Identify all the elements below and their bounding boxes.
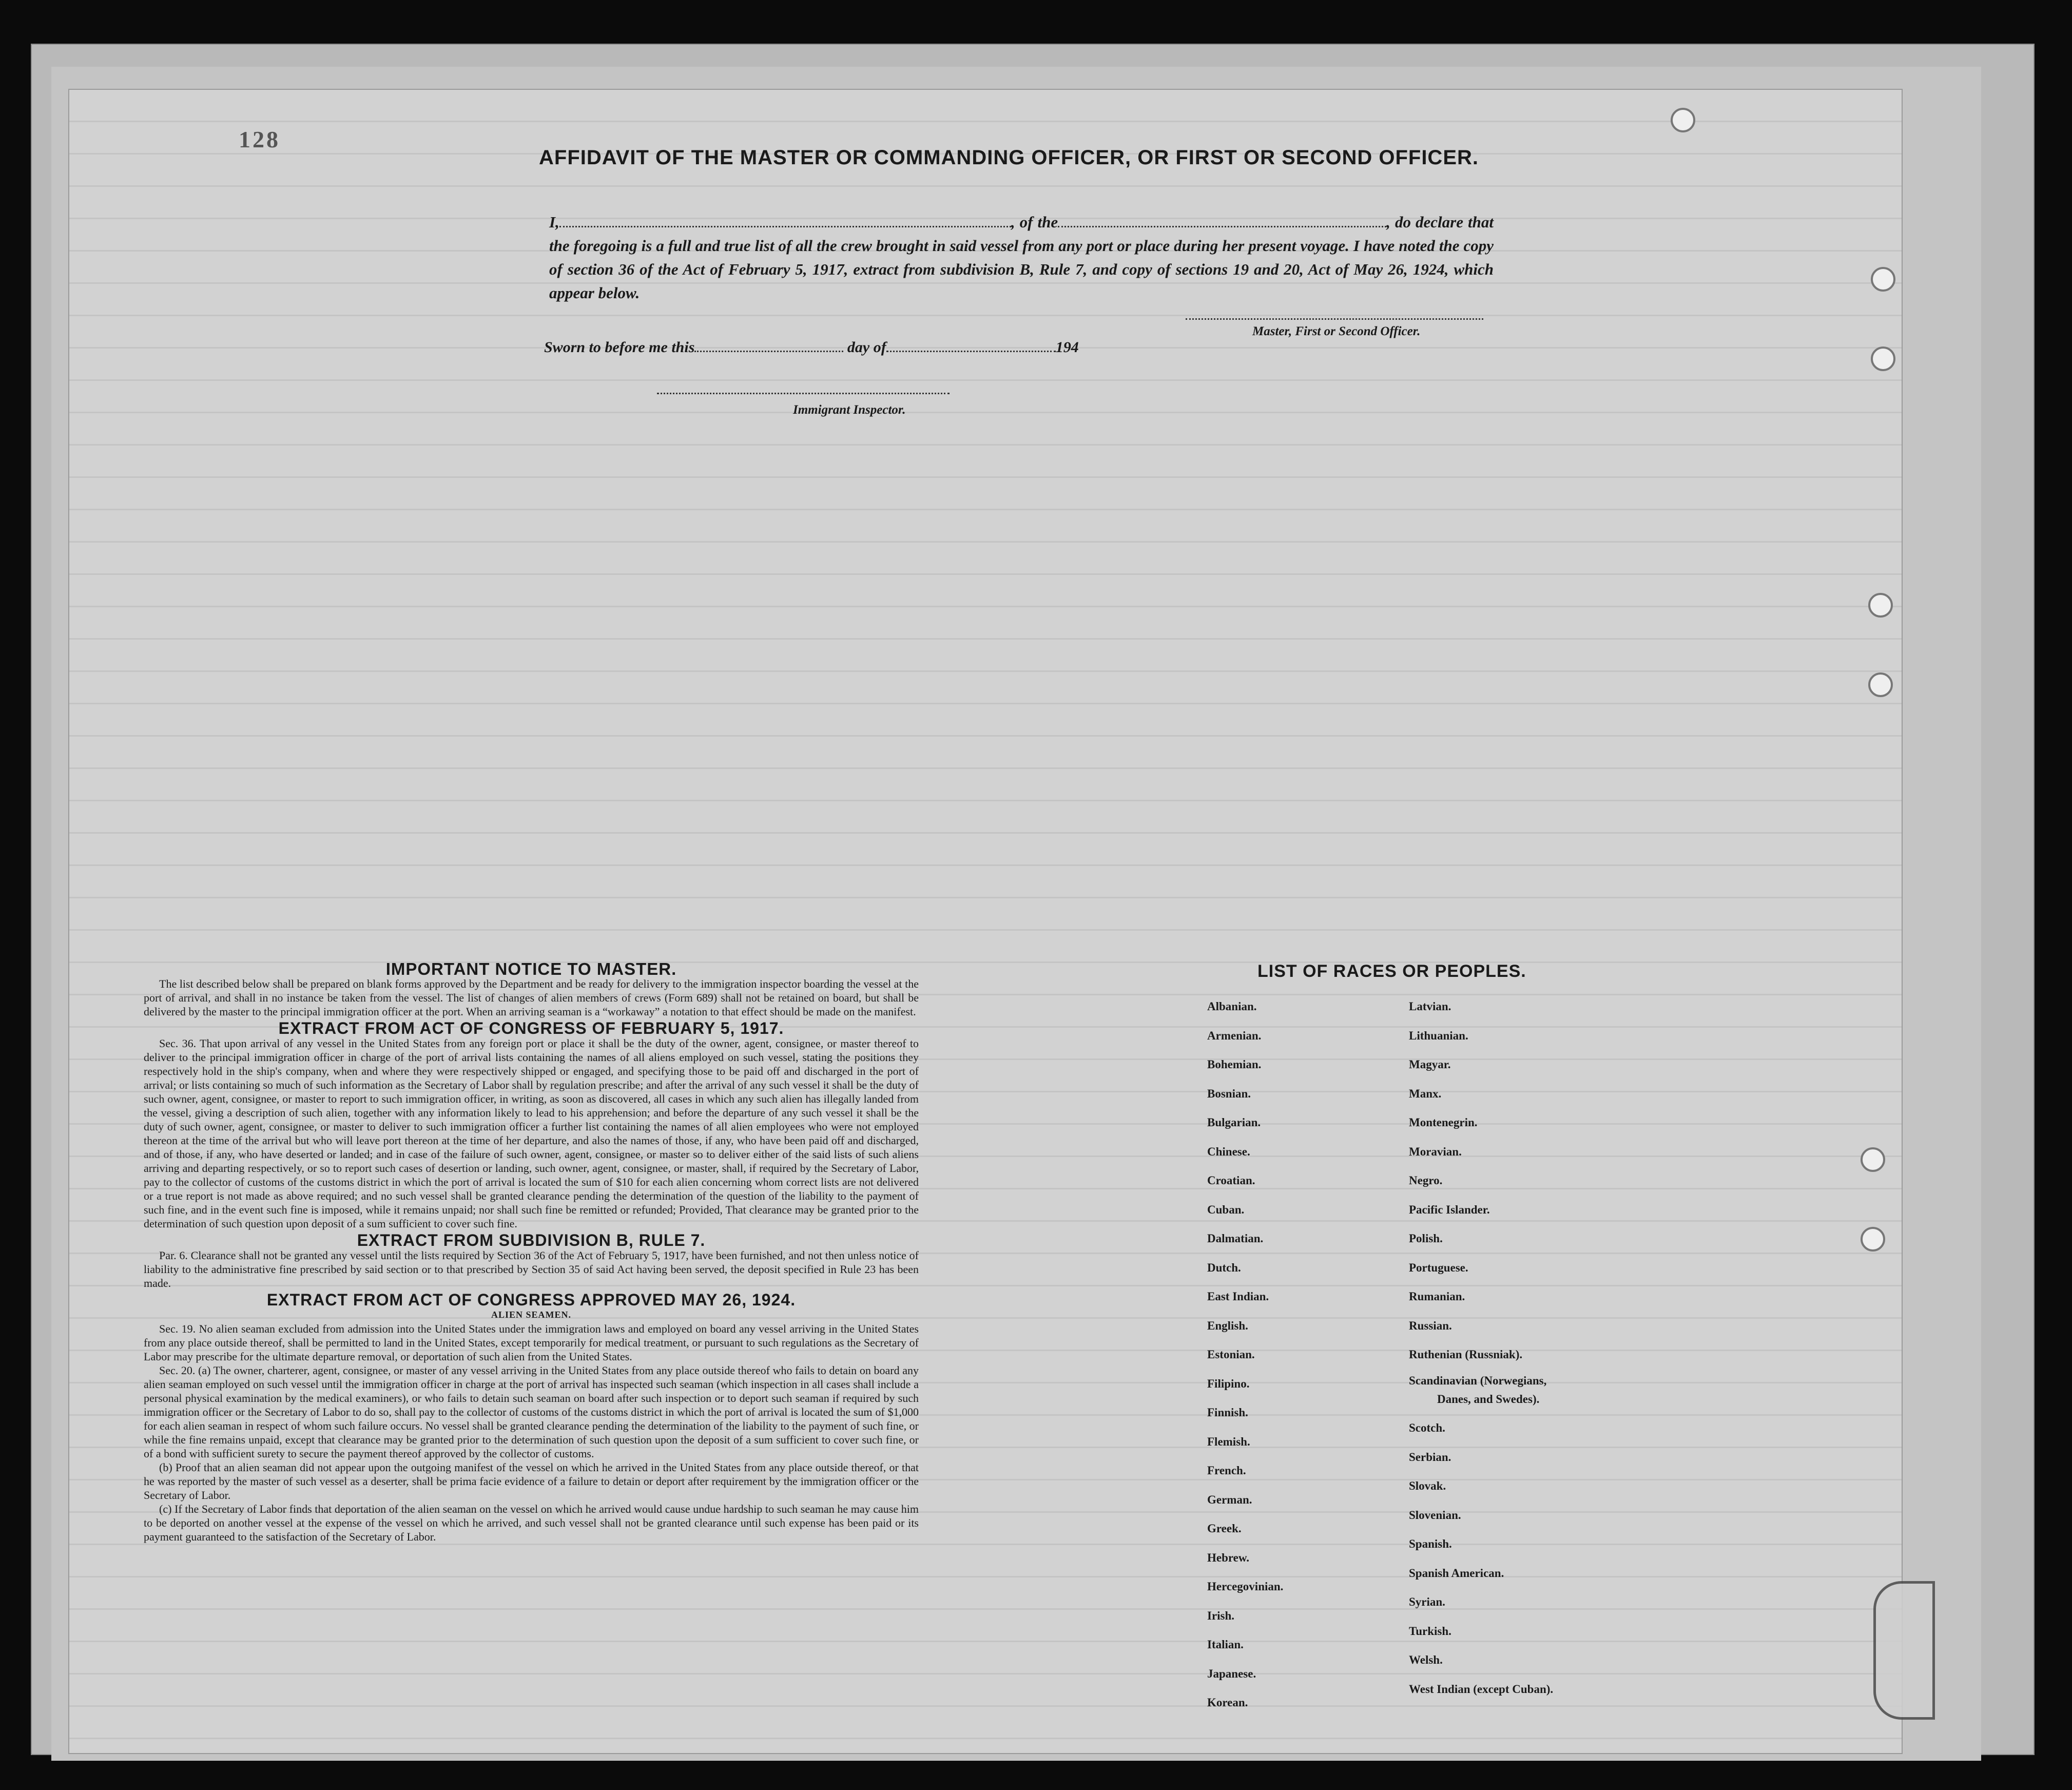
punch-hole bbox=[1868, 672, 1893, 697]
race-item: Danes, and Swedes). bbox=[1437, 1392, 1540, 1406]
race-item: Dutch. bbox=[1207, 1261, 1241, 1274]
affidavit-body bbox=[549, 210, 1494, 305]
race-item: Welsh. bbox=[1409, 1653, 1443, 1666]
day-of-text: day of bbox=[847, 339, 886, 356]
race-item: Russian. bbox=[1409, 1319, 1452, 1332]
race-item: Polish. bbox=[1409, 1232, 1443, 1245]
section-20a-text: Sec. 20. (a) The owner, charterer, agent, consignee, or master of any vessel arriving in the United States from any place outside thereof who fails to detain on board any alien seaman employed on such vessel until the immigration officer in charge at the port of arrival has inspected such seaman (which inspection in all cases shall include a personal physical examination by the medical examiners), or who fails to detain such seaman on board after such inspection or to deport such seaman if required by such immigration officer or the Secretary of Labor to do so, shall pay to the collector of customs of the customs district in which the port of arrival is located the sum of $1,000 for each alien seaman in respect of whom such failure occurs. No vessel shall be granted clearance pending the determination of the liability to the payment of such fine, or while the fine remains unpaid, except that clearance may be granted prior to the determination of such question upon the deposit of a sum sufficient to cover such fine, or of a bond with sufficient surety to secure the payment thereof approved by the collector of customs. bbox=[144, 1364, 919, 1460]
race-item: Filipino. bbox=[1207, 1377, 1250, 1390]
race-item: Croatian. bbox=[1207, 1174, 1255, 1187]
race-item: Greek. bbox=[1207, 1522, 1242, 1535]
race-item: Korean. bbox=[1207, 1696, 1248, 1709]
race-item: Flemish. bbox=[1207, 1435, 1250, 1448]
master-signature-label: Master, First or Second Officer. bbox=[1252, 324, 1421, 338]
race-item: Portuguese. bbox=[1409, 1261, 1468, 1274]
race-item: Magyar. bbox=[1409, 1058, 1451, 1071]
punch-hole bbox=[1871, 347, 1895, 371]
race-item: Turkish. bbox=[1409, 1624, 1451, 1638]
race-item: Pacific Islander. bbox=[1409, 1203, 1490, 1216]
notice-intro: The list described below shall be prepared on blank forms approved by the Department and be ready for delivery to the immigration inspector boarding the vessel at the port of arrival, and shall in no instance be taken from the vessel. The list of changes of alien members of crews (Form 689) shall not be retained on board, but shall be delivered by the master to the principal immigration officer at the port. When an arriving seaman is a “workaway” a notation to that effect should be made on the manifest. bbox=[144, 977, 919, 1018]
race-item: Bulgarian. bbox=[1207, 1116, 1261, 1129]
race-item: Estonian. bbox=[1207, 1348, 1255, 1361]
punch-hole bbox=[1861, 1147, 1885, 1172]
race-item: East Indian. bbox=[1207, 1290, 1269, 1303]
race-item: Scandinavian (Norwegians, bbox=[1409, 1374, 1547, 1387]
races-title: LIST OF RACES OR PEOPLES. bbox=[1257, 961, 1526, 981]
extract-rule7-title: EXTRACT FROM SUBDIVISION B, RULE 7. bbox=[357, 1231, 706, 1249]
race-item: Hebrew. bbox=[1207, 1551, 1249, 1564]
important-notice bbox=[144, 960, 919, 1544]
extract-1924-title: EXTRACT FROM ACT OF CONGRESS APPROVED MAY 26, 1924. bbox=[266, 1291, 796, 1309]
race-item: French. bbox=[1207, 1464, 1246, 1477]
vessel-blank[interactable] bbox=[1058, 215, 1386, 227]
section-36-text: Sec. 36. That upon arrival of any vessel in the United States from any foreign port or place it shall be the duty of the owner, agent, consignee, or master thereof to deliver to the principal immigration officer in charge of the port of arrival lists containing the names of all aliens employed on such vessel, stating the positions they respectively hold in the ship's company, when and where they were respectively shipped or engaged, and specifying those to be paid off and discharged in the port of arrival; or lists containing so much of such information as the Secretary of Labor shall by regulation prescribe; and after the arrival of any such vessel it shall be the duty of such owner, agent, consignee, or master to report to such immigration officer, in writing, as soon as discovered, all cases in which any such alien has illegally landed from the vessel, giving a description of such alien, together with any information likely to lead to his apprehension; and before the departure of any such vessel it shall be the duty of such owner, agent, consignee, or master to deliver to such immigration officer a further list containing the names of all alien employees who were not employed thereon at the time of the arrival but who will leave port thereon at the time of her departure, and also the names of those, if any, who have been paid off and discharged, and of those, if any, who have deserted or landed; and in case of the failure of such owner, agent, consignee, or master so to deliver either of the said lists of such aliens arriving and departing respectively, or so to report such cases of desertion or landing, such owner, agent, consignee, or master, shall, if required by the Secretary of Labor, pay to the collector of customs of the customs district in which the port of arrival is located the sum of $10 for each alien concerning whom correct lists are not delivered or a true report is not made as above required; and no such vessel shall be granted clearance pending the determination of the question of the liability to the payment of such fine, and in the event such fine is imposed, while it remains unpaid; nor shall such fine be remitted or refunded; Provided, That clearance may be granted prior to the determination of such question upon deposit of a sum sufficient to cover such fine. bbox=[144, 1037, 919, 1230]
affidavit-title: AFFIDAVIT OF THE MASTER OR COMMANDING OFFICER, OR FIRST OR SECOND OFFICER. bbox=[539, 146, 1479, 169]
race-item: Spanish American. bbox=[1409, 1566, 1504, 1580]
race-item: Negro. bbox=[1409, 1174, 1443, 1187]
paragraph-6-text: Par. 6. Clearance shall not be granted any vessel until the lists required by Section 36 of the Act of February 5, 1917, have been furnished, and not then unless notice of liability to the administrative fine prescribed by said section or to that prescribed by Section 35 of said Act having been served, the deposit specified in Rule 23 has been made. bbox=[144, 1249, 919, 1289]
race-item: Manx. bbox=[1409, 1087, 1442, 1100]
sworn-day-blank[interactable] bbox=[694, 339, 843, 352]
affidavit-i: I, bbox=[549, 213, 559, 231]
race-item: Italian. bbox=[1207, 1638, 1244, 1651]
section-19-text: Sec. 19. No alien seaman excluded from admission into the United States under the immigration laws and employed on board any vessel arriving in the United States from any place outside thereof, shall be permitted to land in the United States, except temporarily for medical treatment, or pursuant to such regulations as the Secretary of Labor may prescribe for the ultimate departure removal, or deportation of such alien from the United States. bbox=[144, 1322, 919, 1363]
punch-hole bbox=[1671, 108, 1695, 132]
race-item: Chinese. bbox=[1207, 1145, 1250, 1158]
inspector-signature-label: Immigrant Inspector. bbox=[793, 403, 906, 417]
sworn-line bbox=[544, 339, 1079, 356]
race-item: Montenegrin. bbox=[1409, 1116, 1478, 1129]
affidavit-of-the: , of the bbox=[1011, 213, 1058, 231]
affidavit-declaration: that the foregoing is a full and true list of all the crew brought in said vessel from any port or place during her present voyage. I have noted the copy of section 36 of the Act of February 5, 1917, extract from subdivision B, Rule 7, and copy of sections 19 and 20, Act of May 26, 1924, which appear below. bbox=[549, 213, 1494, 302]
page-number: 128 bbox=[239, 126, 280, 152]
sworn-year: 194 bbox=[1055, 339, 1079, 356]
race-item: Japanese. bbox=[1207, 1667, 1256, 1680]
section-20b-text: (b) Proof that an alien seaman did not appear upon the outgoing manifest of the vessel on which he arrived in the United States from any place outside thereof, or that he was reported by the master of such vessel as a deserter, shall be prima facie evidence of a failure to detain or deport after requirement by the immigration officer or the Secretary of Labor. bbox=[144, 1461, 919, 1502]
race-item: Serbian. bbox=[1409, 1450, 1451, 1464]
race-item: German. bbox=[1207, 1493, 1252, 1506]
race-item: Cuban. bbox=[1207, 1203, 1245, 1216]
extract-1917-title: EXTRACT FROM ACT OF CONGRESS OF FEBRUARY 5, 1917. bbox=[278, 1019, 784, 1037]
race-item: West Indian (except Cuban). bbox=[1409, 1682, 1554, 1696]
punch-hole bbox=[1868, 593, 1893, 618]
race-item: English. bbox=[1207, 1319, 1248, 1332]
section-20c-text: (c) If the Secretary of Labor finds that deportation of the alien seaman on the vessel on which he arrived would cause undue hardship to such seaman he may cause him to be deported on another vessel at the expense of the vessel on which he arrived, and such vessel shall not be granted clearance until such expense has been paid or its payment guaranteed to the satisfaction of the Secretary of Labor. bbox=[144, 1503, 919, 1543]
race-item: Syrian. bbox=[1409, 1595, 1445, 1608]
race-item: Armenian. bbox=[1207, 1029, 1262, 1042]
race-item: Hercegovinian. bbox=[1207, 1580, 1284, 1593]
race-item: Latvian. bbox=[1409, 1000, 1451, 1013]
sworn-month-blank[interactable] bbox=[886, 339, 1056, 352]
inspector-signature-line[interactable] bbox=[657, 393, 950, 394]
race-item: Ruthenian (Russniak). bbox=[1409, 1348, 1523, 1361]
race-item: Dalmatian. bbox=[1207, 1232, 1264, 1245]
alien-seamen-heading: ALIEN SEAMEN. bbox=[491, 1310, 572, 1320]
punch-hole bbox=[1861, 1227, 1885, 1252]
race-item: Slovenian. bbox=[1409, 1508, 1461, 1522]
name-blank[interactable] bbox=[559, 215, 1011, 227]
race-item: Bohemian. bbox=[1207, 1058, 1262, 1071]
master-signature-line[interactable] bbox=[1186, 318, 1483, 320]
race-item: Moravian. bbox=[1409, 1145, 1462, 1158]
race-item: Rumanian. bbox=[1409, 1290, 1465, 1303]
race-item: Slovak. bbox=[1409, 1479, 1446, 1492]
affidavit-do-declare: , do declare bbox=[1386, 213, 1463, 231]
punch-hole bbox=[1871, 267, 1895, 292]
race-item: Lithuanian. bbox=[1409, 1029, 1468, 1042]
race-item: Irish. bbox=[1207, 1609, 1235, 1622]
race-item: Scotch. bbox=[1409, 1421, 1445, 1434]
race-item: Bosnian. bbox=[1207, 1087, 1251, 1100]
race-item: Spanish. bbox=[1409, 1537, 1452, 1550]
race-item: Finnish. bbox=[1207, 1406, 1248, 1419]
archive-stamp bbox=[1873, 1581, 1935, 1720]
sworn-text: Sworn to before me this bbox=[544, 339, 695, 356]
notice-title: IMPORTANT NOTICE TO MASTER. bbox=[385, 959, 677, 978]
race-item: Albanian. bbox=[1207, 1000, 1257, 1013]
